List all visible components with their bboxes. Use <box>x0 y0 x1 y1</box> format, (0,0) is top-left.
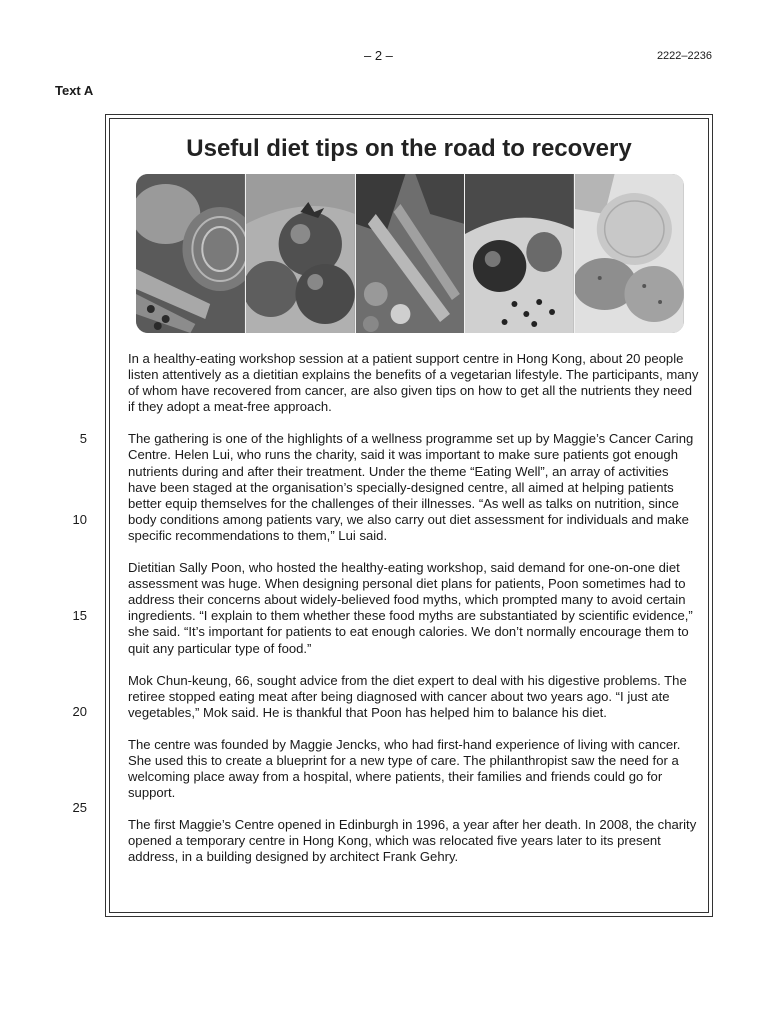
section-label: Text A <box>55 83 94 98</box>
paragraph-6: The first Maggie’s Centre opened in Edinburgh in 1996, a year after her death. In 2008, the charity opened a temporary centre in Hong Kong, which was relocated five years later to its present address, in a building designed by architect Frank Gehry. <box>128 817 697 865</box>
red-onion-pepper-photo <box>465 174 575 333</box>
line-number-10: 10 <box>72 512 87 527</box>
line-number-15: 15 <box>72 608 87 623</box>
tomato-photo <box>246 174 356 333</box>
article-title: Useful diet tips on the road to recovery <box>186 135 632 162</box>
potato-photo <box>575 174 684 333</box>
paragraph-2: The gathering is one of the highlights of a wellness programme set up by Maggie’s Cancer Caring Centre. Helen Lui, who runs the charity, said it was important to make sure patients got enough nutrients during and after their treatment. Under the theme “Eating Well”, an array of activities have been staged at the organisation’s specially-designed centre, all aimed at helping patients better equip themselves for the challenges of their illnesses. “As well as talks on nutrition, since body conditions among patients vary, we also carry out diet assessment for individuals and make specific recommendations to them,” Lui said. <box>128 431 694 543</box>
line-number-5: 5 <box>79 431 87 446</box>
paragraph-3: Dietitian Sally Poon, who hosted the healthy-eating workshop, said demand for one-on-one diet assessment was huge. When designing personal diet plans for patients, Poon sometimes had to address their concerns about widely-believed food myths, which prompted many to avoid certain ingredients. “I explain to them whether these food myths are substantiated by scientific evidence,” she said. “It’s important for patients to eat enough calories. We don’t normally encourage them to quit any particular type of food.” <box>128 560 693 656</box>
onion-carrot-photo <box>136 174 246 333</box>
article-body <box>128 351 700 882</box>
line-number-20: 20 <box>72 704 87 719</box>
carrot-herb-photo <box>356 174 466 333</box>
paragraph-1: In a healthy-eating workshop session at a patient support centre in Hong Kong, about 20 people listen attentively as a dietitian explains the benefits of a vegetarian lifestyle. The participants, many of whom have recovered from cancer, are also given tips on how to get all the nutrients they need if they adopt a meat-free approach. <box>128 351 699 415</box>
paragraph-4: Mok Chun-keung, 66, sought advice from the diet expert to deal with his digestive problems. The retiree stopped eating meat after being diagnosed with cancer about two years ago. “I just ate vegetables,” Mok said. He is thankful that Poon has helped him to balance his diet. <box>128 672 687 720</box>
paper-code: 2222–2236 <box>656 50 712 62</box>
page-number: – 2 – <box>364 48 393 63</box>
photo-strip <box>136 174 684 333</box>
paragraph-5: The centre was founded by Maggie Jencks, who had first-hand experience of living with cancer. She used this to create a blueprint for a new type of care. The philanthropist saw the need for a welcoming place away from a hospital, where patients, their families and friends could go for support. <box>128 736 681 801</box>
line-number-25: 25 <box>72 800 87 815</box>
